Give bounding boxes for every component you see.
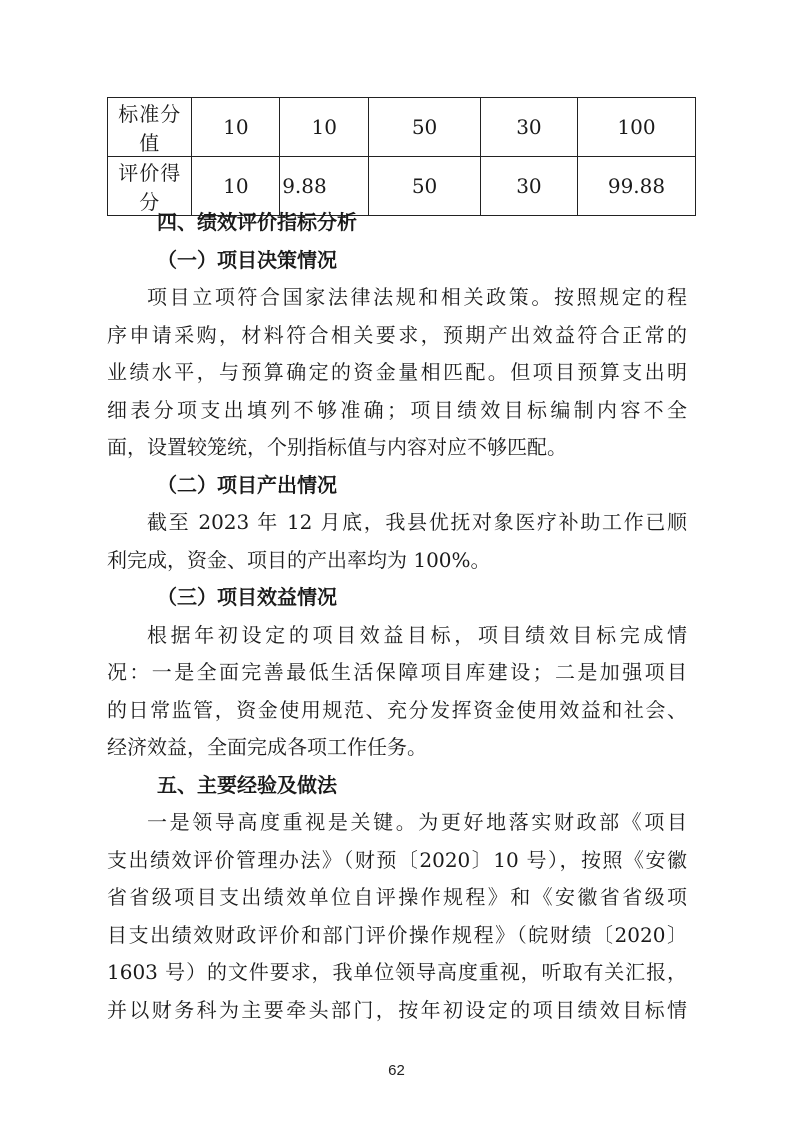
- row-label: 评价得分: [108, 157, 192, 216]
- paragraph-line: 细表分项支出填列不够准确；项目绩效目标编制内容不全: [107, 397, 687, 422]
- row-label: 标准分值: [108, 98, 192, 157]
- subsection-heading: （一）项目决策情况: [157, 247, 337, 272]
- table-cell: 10: [280, 98, 369, 157]
- paragraph-line: 况：一是全面完善最低生活保障项目库建设；二是加强项目: [107, 660, 687, 684]
- subsection-heading: （二）项目产出情况: [157, 472, 337, 497]
- paragraph-line: 项目立项符合国家法律法规和相关政策。按照规定的程: [147, 285, 687, 309]
- table-row-standard-score: [108, 98, 696, 157]
- paragraph-line: 的日常监管，资金使用规范、充分发挥资金使用效益和社会、: [107, 697, 687, 722]
- paragraph-line: 业绩水平，与预算确定的资金量相匹配。但项目预算支出明: [107, 360, 687, 384]
- table-cell: 99.88: [577, 157, 695, 216]
- paragraph-line: 序申请采购，材料符合相关要求，预期产出效益符合正常的: [107, 322, 687, 347]
- table-cell: 30: [480, 157, 577, 216]
- table-cell: 50: [369, 98, 481, 157]
- paragraph-line: 利完成，资金、项目的产出率均为 100%。: [107, 547, 491, 572]
- paragraph-line: 省省级项目支出绩效单位自评操作规程》和《安徽省省级项: [107, 885, 687, 909]
- table-cell: 10: [192, 157, 280, 216]
- paragraph-line: 根据年初设定的项目效益目标，项目绩效目标完成情: [147, 622, 687, 647]
- subsection-heading: （三）项目效益情况: [157, 585, 337, 609]
- paragraph-line: 目支出绩效财政评价和部门评价操作规程》（皖财绩〔2020〕: [107, 922, 687, 947]
- paragraph-line: 经济效益，全面完成各项工作任务。: [107, 735, 427, 759]
- table-cell: 10: [192, 98, 280, 157]
- paragraph-line: 截至 2023 年 12 月底，我县优抚对象医疗补助工作已顺: [147, 510, 687, 534]
- table-cell: 9.88: [280, 157, 369, 216]
- score-table: [107, 97, 696, 216]
- table-cell: 100: [577, 98, 695, 157]
- paragraph-line: 1603 号）的文件要求，我单位领导高度重视，听取有关汇报，: [107, 960, 687, 984]
- table-cell: 50: [369, 157, 481, 216]
- section-heading: 五、主要经验及做法: [157, 772, 337, 797]
- section-heading: 四、绩效评价指标分析: [157, 210, 357, 234]
- table-cell: 30: [480, 98, 577, 157]
- paragraph-line: 面，设置较笼统，个别指标值与内容对应不够匹配。: [107, 435, 567, 459]
- paragraph-line: 并以财务科为主要牵头部门，按年初设定的项目绩效目标情: [107, 997, 687, 1022]
- paragraph-line: 一是领导高度重视是关键。为更好地落实财政部《项目: [147, 810, 687, 834]
- paragraph-line: 支出绩效评价管理办法》（财预〔2020〕10 号），按照《安徽: [107, 847, 687, 872]
- document-body: [107, 204, 687, 1029]
- page-number: 62: [388, 1062, 405, 1079]
